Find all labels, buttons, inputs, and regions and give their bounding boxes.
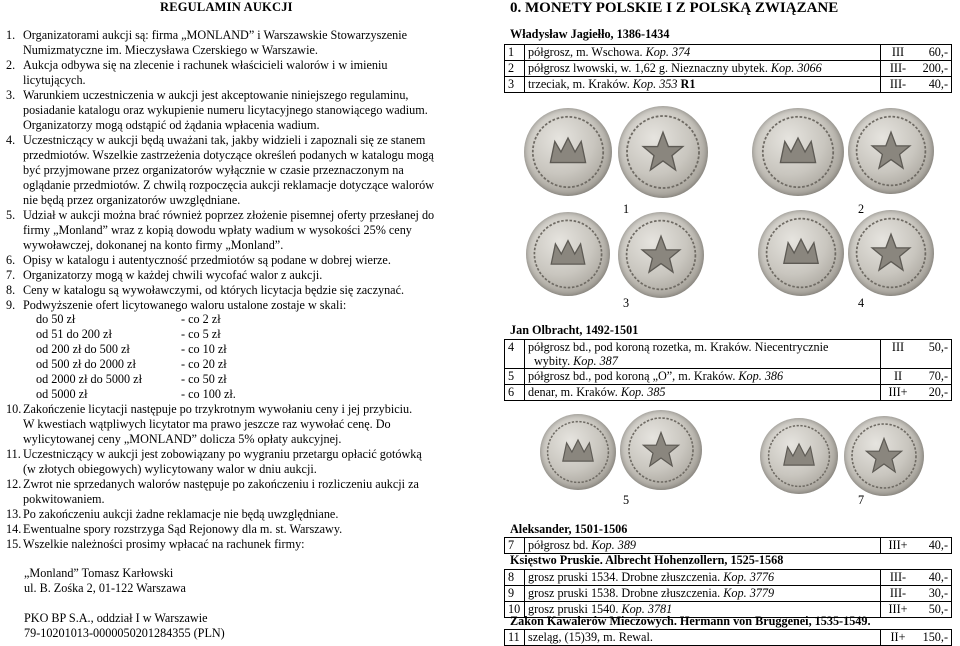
coin-label: 4 [858,296,865,310]
coin-engraving [758,210,844,296]
lot-grade: III- [881,570,916,586]
lot-description [525,570,881,586]
coin-image [848,108,934,194]
lot-desc-text: półgrosz bd., pod koroną „O”, m. Kraków. [528,369,739,383]
kopicki-ref: Kop. 387 [573,354,618,368]
payment-address [24,566,225,641]
coin-image [760,418,838,494]
lot-description [525,538,881,554]
kopicki-ref: Kop. 3779 [723,586,775,600]
increment-row [36,372,276,387]
lot-description [525,369,881,385]
section-heading: Zakon Kawalerów Mieczowych. Hermann von Bruggenei, 1535-1549. [510,614,871,628]
coin-image [758,210,844,296]
rule-text: Uczestniczący w aukcji jest zobowiązany po wygraniu przetargu opłacić gotówką [23,447,422,461]
coin-image [752,108,844,196]
section-heading: Aleksander, 1501-1506 [510,522,628,536]
catalog-row [505,570,952,586]
lot-number: 9 [505,586,525,602]
rule-text: W kwestiach wątpliwych licytator ma prawo jeszcze raz wywołać cenę. Do [23,417,391,431]
lot-desc-text: grosz pruski 1540. [528,602,622,616]
lot-desc-text: półgrosz bd., pod koroną rozetka, m. Kraków. Niecentrycznie [528,340,829,354]
coin-engraving [752,108,844,196]
catalog-row [505,61,952,77]
coin-label: 5 [623,493,630,507]
kopicki-ref: Kop. 353 [632,77,678,91]
lot-desc-text: półgrosz lwowski, w. 1,62 g. Nieznaczny ubytek. [528,61,771,75]
rule-number: 10. [6,402,22,416]
increment-range: od 51 do 200 zł [36,327,112,341]
rule-number: 1. [6,28,16,42]
coin-engraving [618,106,708,198]
coin-image [844,416,924,496]
rules-list [6,28,468,313]
catalog-table [504,537,952,554]
lot-description [525,45,881,61]
lot-price: 60,- [915,45,952,61]
coin-image [524,108,612,196]
rule-item [6,402,468,447]
rule-item [6,268,468,283]
kopicki-ref: Kop. 389 [591,538,637,552]
increment-table [36,312,276,402]
coin-engraving [848,108,934,194]
rule-text: Numizmatyczne im. Mieczysława Czerskiego w Warszawie. [23,43,318,57]
rule-number: 6. [6,253,16,267]
catalog-title: 0. MONETY POLSKIE I Z POLSKĄ ZWIĄZANE [510,0,839,16]
rule-number: 15. [6,537,22,551]
rule-item [6,28,468,58]
lot-description [525,630,881,646]
increment-step: - co 2 zł [181,312,221,326]
coin-image [848,210,934,296]
lot-price: 40,- [915,77,952,93]
lot-grade: III- [881,61,916,77]
lot-grade: III- [881,586,916,602]
rule-item [6,253,468,268]
catalog-row [505,538,952,554]
lot-grade: II+ [881,630,916,646]
rule-item [6,88,468,133]
increment-range: do 50 zł [36,312,76,326]
rule-text: Ceny w katalogu są wywoławczymi, od których licytacja będzie się zaczynać. [23,283,405,297]
lot-description [525,340,881,369]
lot-grade: II [881,369,916,385]
lot-description [525,61,881,77]
rule-text: Organizatorzy mogą odstąpić od żądania wpłacenia wadium. [23,118,320,132]
regulations-column [0,0,470,646]
coin-engraving [844,416,924,496]
rule-text: wywoławczej, dokonanej na konto firmy „Monland”. [23,238,284,252]
coin-engraving [620,410,702,490]
coin-engraving [526,212,610,296]
increment-row [36,342,276,357]
coin-image [618,106,708,198]
lot-price: 40,- [915,538,952,554]
rule-text: nie będą przez organizatorów uwzględniane. [23,193,241,207]
rule-item [6,133,468,208]
catalog-row [505,385,952,401]
lot-number: 10 [505,602,525,618]
rule-number: 4. [6,133,16,147]
rule-text: Zwrot nie sprzedanych walorów następuje po zakończeniu i rozliczeniu aukcji za [23,477,419,491]
increment-range: od 2000 zł do 5000 zł [36,372,142,386]
lot-number: 3 [505,77,525,93]
rule-text: Aukcja odbywa się na zlecenie i rachunek właścicieli walorów i w imieniu [23,58,388,72]
lot-price: 40,- [915,570,952,586]
catalog-column [496,0,960,646]
lot-number: 8 [505,570,525,586]
increment-range: od 500 zł do 2000 zł [36,357,136,371]
kopicki-ref: Kop. 385 [620,385,666,399]
coin-engraving [540,414,616,490]
lot-price: 70,- [915,369,952,385]
catalog-row [505,45,952,61]
rule-item [6,447,468,477]
lot-number: 7 [505,538,525,554]
rule-item [6,283,468,298]
rule-text: licytujących. [23,73,86,87]
rarity-mark: R1 [677,77,696,91]
lot-desc-text: denar, m. Kraków. [528,385,621,399]
increment-step: - co 10 zł [181,342,227,356]
section-heading: Jan Olbracht, 1492-1501 [510,323,639,337]
rule-item [6,507,468,522]
lot-desc-text: grosz pruski 1534. Drobne złuszczenia. [528,570,724,584]
rule-number: 7. [6,268,16,282]
coin-image [620,410,702,490]
rule-text: Po zakończeniu aukcji żadne reklamacje nie będą uwzględniane. [23,507,339,521]
catalog-row [505,586,952,602]
lot-number: 2 [505,61,525,77]
section-heading: Władysław Jagiełło, 1386-1434 [510,27,670,41]
rules-list-continued [6,402,468,552]
lot-number: 11 [505,630,525,646]
rule-text: (w złotych obiegowych) wylicytowany walor w dniu aukcji. [23,462,317,476]
rule-text: przedmiotów. Wszelkie zastrzeżenia dotyczące określeń podanych w katalogu mogą [23,148,434,162]
coin-image [526,212,610,296]
lot-grade: III+ [881,602,916,618]
rule-item [6,208,468,253]
rule-text: Wszelkie należności prosimy wpłacać na rachunek firmy: [23,537,305,551]
lot-price: 50,- [915,340,952,369]
company-street: ul. B. Zośka 2, 01-122 Warszawa [24,581,186,595]
rule-item [6,537,468,552]
lot-price: 20,- [915,385,952,401]
catalog-table [504,569,952,618]
rule-text: Organizatorzy mogą w każdej chwili wycofać walor z aukcji. [23,268,323,282]
lot-description [525,586,881,602]
increment-range: od 5000 zł [36,387,88,401]
catalog-row [505,77,952,93]
lot-desc-text: szeląg, (15)39, m. Rewal. [528,630,653,644]
rule-number: 13. [6,507,22,521]
rule-item [6,477,468,507]
lot-price: 200,- [915,61,952,77]
lot-price: 50,- [915,602,952,618]
rule-number: 14. [6,522,22,536]
kopicki-ref: Kop. 3776 [723,570,775,584]
increment-step: - co 20 zł [181,357,227,371]
coin-label: 3 [623,296,630,310]
catalog-table [504,629,952,646]
rule-number: 8. [6,283,16,297]
section-heading: Księstwo Pruskie. Albrecht Hohenzollern, 1525-1568 [510,553,784,567]
coin-label: 2 [858,202,865,216]
coin-engraving [618,212,704,298]
lot-desc-text: wybity. [534,354,574,368]
increment-step: - co 50 zł [181,372,227,386]
rule-item [6,522,468,537]
coin-engraving [848,210,934,296]
rule-text: być przyjmowane przez organizatorów wyłącznie w czasie przeznaczonym na [23,163,404,177]
increment-row [36,357,276,372]
lot-grade: III [881,340,916,369]
bank-name: PKO BP S.A., oddział I w Warszawie [24,611,208,625]
rule-text: Uczestniczący w aukcji będą uważani tak, jakby widzieli i zapoznali się ze stanem [23,133,426,147]
rule-text: firmy „Monland” wraz z kopią dowodu wpłaty wadium w wysokości 25% ceny [23,223,412,237]
increment-step: - co 5 zł [181,327,221,341]
lot-desc-text: półgrosz bd. [528,538,592,552]
lot-number: 6 [505,385,525,401]
coin-image [618,212,704,298]
coin-engraving [760,418,838,494]
rule-text: posiadanie katalogu oraz wykupienie numeru licytacyjnego stanowiącego wadium. [23,103,428,117]
rule-text: Zakończenie licytacji następuje po trzykrotnym wywołaniu ceny i jej przybiciu. [23,402,413,416]
rule-item [6,58,468,88]
coin-label: 7 [858,493,865,507]
catalog-table [504,339,952,401]
catalog-row [505,630,952,646]
catalog-row [505,369,952,385]
increment-row [36,327,276,342]
lot-description [525,77,881,93]
lot-desc-text: grosz pruski 1538. Drobne złuszczenia. [528,586,724,600]
kopicki-ref: Kop. 3781 [621,602,673,616]
rule-item [6,298,468,313]
increment-row [36,312,276,327]
rule-number: 5. [6,208,16,222]
rule-number: 12. [6,477,22,491]
lot-desc-text: trzeciak, m. Kraków. [528,77,633,91]
rule-number: 2. [6,58,16,72]
kopicki-ref: Kop. 386 [738,369,784,383]
rule-text: Podwyższenie ofert licytowanego waloru ustalone zostaje w skali: [23,298,347,312]
rule-text: pokwitowaniem. [23,492,105,506]
bank-account: 79-10201013-0000050201284355 (PLN) [24,626,225,640]
rule-text: wylicytowanej ceny „MONLAND” dolicza 5% opłaty aukcyjnej. [23,432,342,446]
rule-number: 3. [6,88,16,102]
regulations-title: REGULAMIN AUKCJI [160,0,293,14]
lot-grade: III+ [881,385,916,401]
rule-text: Organizatorami aukcji są: firma „MONLAND” i Warszawskie Stowarzyszenie [23,28,408,42]
kopicki-ref: Kop. 374 [645,45,691,59]
increment-step: - co 100 zł. [181,387,236,401]
coin-image [540,414,616,490]
rule-number: 9. [6,298,16,312]
lot-grade: III- [881,77,916,93]
rule-text: Opisy w katalogu i autentyczność przedmiotów są podane w dobrej wierze. [23,253,391,267]
catalog-table [504,44,952,93]
lot-grade: III [881,45,916,61]
lot-price: 30,- [915,586,952,602]
rule-text: oglądanie przedmiotów. Z chwilą rozpoczęcia aukcji reklamacje dotyczące walorów [23,178,435,192]
kopicki-ref: Kop. 3066 [770,61,822,75]
lot-number: 1 [505,45,525,61]
lot-description [525,385,881,401]
increment-row [36,387,276,402]
lot-grade: III+ [881,538,916,554]
rule-text: Ewentualne spory rozstrzyga Sąd Rejonowy dla m. st. Warszawy. [23,522,343,536]
lot-desc-text: półgrosz, m. Wschowa. [528,45,646,59]
coin-label: 1 [623,202,630,216]
catalog-row [505,340,952,369]
company-name: „Monland” Tomasz Karłowski [24,566,174,580]
lot-price: 150,- [915,630,952,646]
rule-text: Warunkiem uczestniczenia w aukcji jest akceptowanie niniejszego regulaminu, [23,88,409,102]
rule-number: 11. [6,447,21,461]
lot-number: 5 [505,369,525,385]
rule-text: Udział w aukcji można brać również poprzez złożenie pisemnej oferty przesłanej do [23,208,435,222]
increment-range: od 200 zł do 500 zł [36,342,130,356]
lot-number: 4 [505,340,525,369]
coin-engraving [524,108,612,196]
